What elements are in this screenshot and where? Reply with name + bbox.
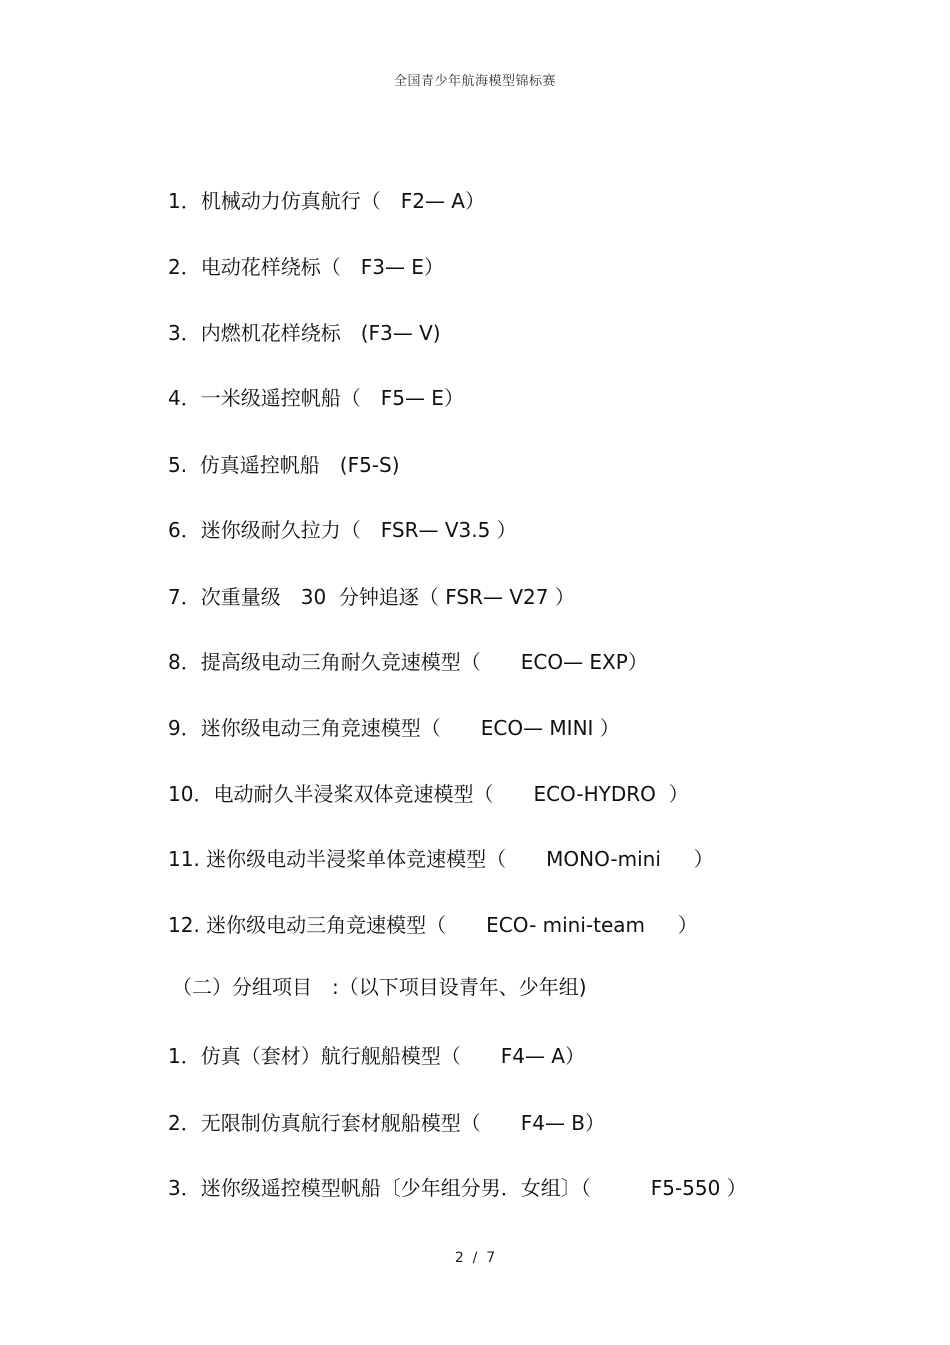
list-item: 10．电动耐久半浸桨双体竞速模型（ ECO-HYDRO ） — [168, 782, 689, 806]
list-item: 11. 迷你级电动半浸桨单体竞速模型（ MONO-mini ） — [168, 847, 714, 871]
list-item: 3．内燃机花样绕标 (F3— V) — [168, 321, 441, 345]
list-item: 9．迷你级电动三角竞速模型（ ECO— MINI ） — [168, 716, 620, 740]
list-item: 6．迷你级耐久拉力（ FSR— V3.5 ） — [168, 518, 517, 542]
list-item: 1．仿真（套材）航行舰船模型（ F4— A） — [168, 1044, 585, 1068]
section-heading: （二）分组项目 :（以下项目设青年、少年组) — [172, 975, 587, 999]
list-item: 2．电动花样绕标（ F3— E） — [168, 255, 444, 279]
page-header: 全国青少年航海模型锦标赛 — [393, 74, 556, 89]
list-item: 4．一米级遥控帆船（ F5— E） — [168, 386, 464, 410]
list-item: 2．无限制仿真航行套材舰船模型（ F4— B） — [168, 1111, 606, 1135]
list-item: 7．次重量级 30 分钟追逐（ FSR— V27 ） — [168, 585, 575, 609]
list-item: 12. 迷你级电动三角竞速模型（ ECO- mini-team ） — [168, 913, 698, 937]
list-item: 5. 仿真遥控帆船 (F5-S) — [168, 453, 400, 477]
list-item: 8．提高级电动三角耐久竞速模型（ ECO— EXP） — [168, 650, 648, 674]
page-number: 2 / 7 — [454, 1250, 496, 1266]
list-item: 1．机械动力仿真航行（ F2— A） — [168, 189, 485, 213]
list-item: 3．迷你级遥控模型帆船〔少年组分男．女组〕（ F5-550 ） — [168, 1176, 747, 1200]
